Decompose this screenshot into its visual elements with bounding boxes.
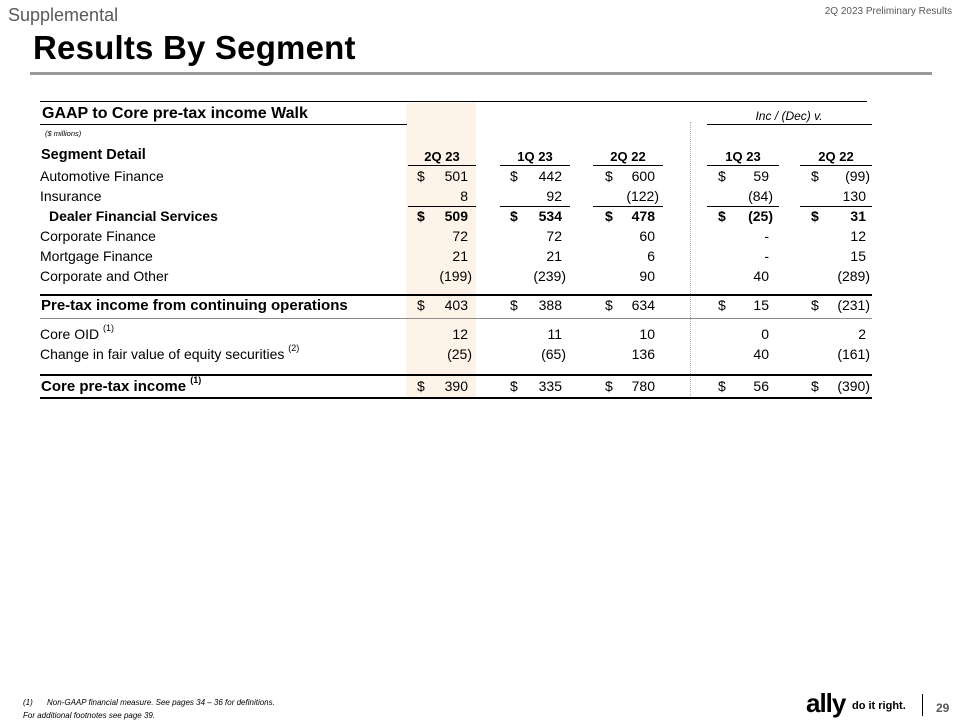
row-label-text: Pre-tax income from continuing operations xyxy=(41,297,348,314)
section-rule xyxy=(40,374,872,376)
cell-value: 21 xyxy=(452,248,468,264)
column-header: 2Q 22 xyxy=(818,149,854,164)
row-label xyxy=(40,248,153,264)
cell-value: 2 xyxy=(858,326,866,342)
cell-value: 72 xyxy=(452,228,468,244)
page-title: Results By Segment xyxy=(33,29,356,66)
cell-value: (199) xyxy=(439,268,472,284)
column-underline xyxy=(800,165,872,166)
cell-value: 501 xyxy=(444,168,468,184)
row-label xyxy=(40,323,115,342)
row-label xyxy=(40,343,300,362)
group-header-underline xyxy=(707,124,872,125)
row-label-text: Change in fair value of equity securities xyxy=(40,346,285,362)
row-label xyxy=(49,208,218,224)
cell-value: 534 xyxy=(538,208,562,224)
cell-value: 12 xyxy=(850,228,866,244)
row-label-text: Core pre-tax income xyxy=(41,378,187,395)
cell-value: 10 xyxy=(639,326,655,342)
currency-symbol: $ xyxy=(510,378,518,394)
cell-value: 15 xyxy=(753,297,769,313)
row-label-text: Insurance xyxy=(40,188,102,204)
currency-symbol: $ xyxy=(718,378,726,394)
column-underline xyxy=(408,165,476,166)
cell-value: 634 xyxy=(631,297,655,313)
cell-value: (84) xyxy=(748,188,773,204)
title-underline xyxy=(40,124,407,125)
row-label xyxy=(40,228,156,244)
table-row xyxy=(0,188,960,208)
cell-value: 136 xyxy=(631,346,655,362)
currency-symbol: $ xyxy=(510,208,518,224)
currency-symbol: $ xyxy=(811,168,819,184)
footnote: For additional footnotes see page 39. xyxy=(23,711,156,720)
cell-value: (122) xyxy=(626,188,659,204)
cell-value: 56 xyxy=(753,378,769,394)
row-label xyxy=(40,168,164,184)
row-label xyxy=(40,188,101,204)
table-row xyxy=(0,297,960,317)
cell-value: 0 xyxy=(761,326,769,342)
table-row xyxy=(0,248,960,268)
cell-value: 509 xyxy=(444,208,468,224)
cell-value: (25) xyxy=(447,346,472,362)
column-underline xyxy=(500,165,570,166)
cell-value: 60 xyxy=(639,228,655,244)
cell-value: 59 xyxy=(753,168,769,184)
cell-value: - xyxy=(764,248,769,264)
footnote-ref: (1) xyxy=(190,375,202,385)
cell-value: 12 xyxy=(452,326,468,342)
cell-value: 478 xyxy=(631,208,655,224)
footnote-marker: (1) xyxy=(23,698,33,707)
cell-value: 335 xyxy=(538,378,562,394)
cell-value: 15 xyxy=(850,248,866,264)
cell-value: (289) xyxy=(837,268,870,284)
table-row xyxy=(0,168,960,188)
cell-value: - xyxy=(764,228,769,244)
table-row xyxy=(0,208,960,228)
cell-value: 92 xyxy=(546,188,562,204)
currency-symbol: $ xyxy=(417,168,425,184)
logo-divider xyxy=(922,694,923,716)
column-underline xyxy=(707,165,779,166)
currency-symbol: $ xyxy=(605,168,613,184)
cell-value: (231) xyxy=(837,297,870,313)
row-label xyxy=(41,375,202,395)
footnote-ref: (1) xyxy=(103,323,115,333)
row-label-text: Mortgage Finance xyxy=(40,248,153,264)
footnote-ref: (2) xyxy=(288,343,300,353)
report-name: 2Q 2023 Preliminary Results xyxy=(824,6,952,17)
column-header: 1Q 23 xyxy=(517,149,553,164)
currency-symbol: $ xyxy=(718,208,726,224)
cell-value: 40 xyxy=(753,346,769,362)
currency-symbol: $ xyxy=(510,168,518,184)
section-rule xyxy=(40,294,872,296)
cell-value: 90 xyxy=(639,268,655,284)
cell-value: 31 xyxy=(850,208,866,224)
page-number: 29 xyxy=(936,701,950,715)
currency-symbol: $ xyxy=(510,297,518,313)
column-header: 2Q 23 xyxy=(424,149,460,164)
row-label-text: Dealer Financial Services xyxy=(49,208,218,224)
cell-value: (161) xyxy=(837,346,870,362)
cell-value: 388 xyxy=(538,297,562,313)
row-label xyxy=(41,297,348,314)
cell-value: (65) xyxy=(541,346,566,362)
currency-symbol: $ xyxy=(605,378,613,394)
comparison-group-header: Inc / (Dec) v. xyxy=(755,109,823,123)
section-label: Supplemental xyxy=(8,5,119,25)
cell-value: 8 xyxy=(460,188,468,204)
cell-value: (239) xyxy=(533,268,566,284)
table-row xyxy=(0,268,960,288)
cell-value: 11 xyxy=(547,326,562,342)
currency-symbol: $ xyxy=(718,297,726,313)
table-top-rule xyxy=(40,101,867,102)
currency-symbol: $ xyxy=(417,378,425,394)
table-row xyxy=(0,228,960,248)
units-note: ($ millions) xyxy=(45,129,82,138)
currency-symbol: $ xyxy=(811,297,819,313)
row-label-text: Core OID xyxy=(40,326,100,342)
cell-value: 72 xyxy=(546,228,562,244)
currency-symbol: $ xyxy=(811,208,819,224)
cell-value: 442 xyxy=(538,168,562,184)
cell-value: (25) xyxy=(748,208,773,224)
cell-value: (390) xyxy=(837,378,870,394)
footnote xyxy=(23,698,275,707)
brand-tagline: do it right. xyxy=(852,700,906,712)
title-divider xyxy=(30,72,932,75)
cell-value: 40 xyxy=(753,268,769,284)
cell-value: 600 xyxy=(631,168,655,184)
currency-symbol: $ xyxy=(605,208,613,224)
cell-value: 6 xyxy=(647,248,655,264)
table-row xyxy=(0,323,960,346)
ally-logo: ally xyxy=(806,688,846,718)
cell-value: 390 xyxy=(444,378,468,394)
row-label-text: Automotive Finance xyxy=(40,168,164,184)
cell-value: 780 xyxy=(631,378,655,394)
row-label-text: Corporate Finance xyxy=(40,228,156,244)
currency-symbol: $ xyxy=(417,297,425,313)
currency-symbol: $ xyxy=(811,378,819,394)
currency-symbol: $ xyxy=(417,208,425,224)
cell-value: 403 xyxy=(444,297,468,313)
footnote-text: Non-GAAP financial measure. See pages 34 – 36 for definitions. xyxy=(47,698,275,707)
table-title: GAAP to Core pre-tax income Walk xyxy=(42,105,308,122)
row-header: Segment Detail xyxy=(41,147,146,163)
cell-value: (99) xyxy=(845,168,870,184)
table-row xyxy=(0,375,960,398)
currency-symbol: $ xyxy=(605,297,613,313)
row-label-text: Corporate and Other xyxy=(40,268,169,284)
cell-value: 130 xyxy=(842,188,866,204)
row-label xyxy=(40,268,168,284)
currency-symbol: $ xyxy=(718,168,726,184)
table-row xyxy=(0,343,960,366)
column-header: 2Q 22 xyxy=(610,149,646,164)
column-header: 1Q 23 xyxy=(725,149,761,164)
section-rule xyxy=(40,318,872,319)
column-underline xyxy=(593,165,663,166)
cell-value: 21 xyxy=(546,248,562,264)
